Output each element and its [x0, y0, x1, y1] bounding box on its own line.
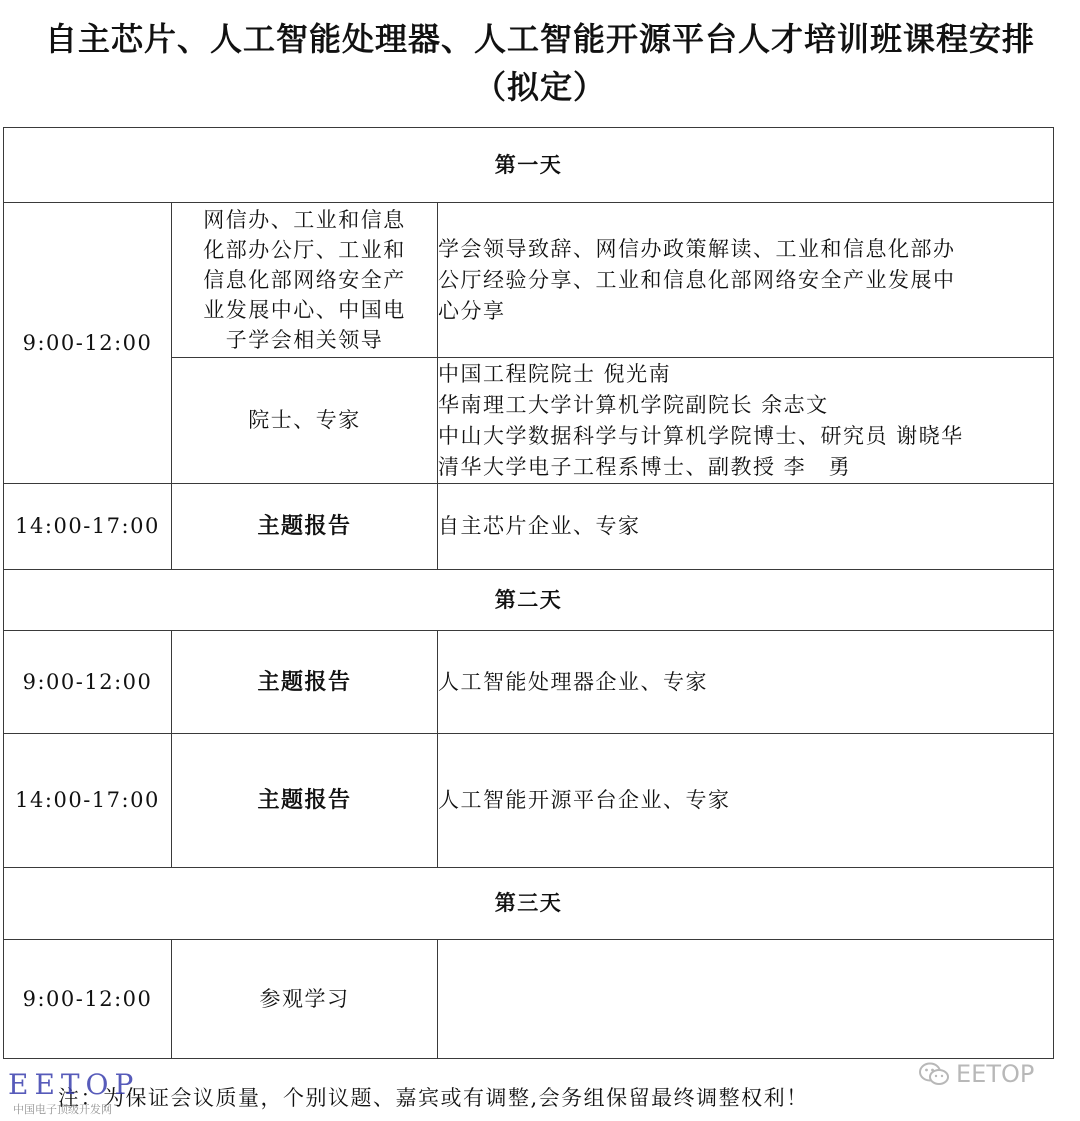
day-label: 第二天 [4, 570, 1054, 631]
footnote: 注：为保证会议质量，个别议题、嘉宾或有调整,会务组保留最终调整权利！ [58, 1086, 809, 1110]
table-row [4, 734, 1054, 868]
session-time: 9:00-12:00 [4, 631, 172, 734]
table-row [4, 484, 1054, 570]
session-content [438, 203, 1054, 358]
session-speaker [172, 203, 438, 358]
eetop-watermark-right-text: EETOP [956, 1060, 1035, 1088]
content-line: 清华大学电子工程系博士、副教授 李 勇 [438, 454, 852, 479]
eetop-watermark-right [918, 1060, 1034, 1088]
speaker-line: 信息化部网络安全产 [203, 268, 406, 292]
session-speaker: 参观学习 [172, 940, 438, 1059]
session-content: 人工智能处理器企业、专家 [438, 631, 1054, 734]
table-row [4, 940, 1054, 1059]
speaker-line: 网信办、工业和信息 [203, 208, 406, 232]
session-time: 14:00-17:00 [4, 484, 172, 570]
day-header-row [4, 868, 1054, 940]
day-header-row [4, 128, 1054, 203]
content-line: 中国工程院院士 倪光南 [438, 361, 672, 386]
schedule-table [3, 127, 1054, 1059]
day-label: 第一天 [4, 128, 1054, 203]
table-row [4, 631, 1054, 734]
session-time: 9:00-12:00 [4, 203, 172, 484]
session-speaker: 主题报告 [172, 484, 438, 570]
session-speaker: 主题报告 [172, 631, 438, 734]
day-header-row [4, 570, 1054, 631]
content-line: 华南理工大学计算机学院副院长 余志文 [438, 392, 829, 417]
session-time: 9:00-12:00 [4, 940, 172, 1059]
table-row [4, 203, 1054, 358]
session-time: 14:00-17:00 [4, 734, 172, 868]
content-line: 学会领导致辞、网信办政策解读、工业和信息化部办 [438, 236, 956, 261]
content-line: 公厅经验分享、工业和信息化部网络安全产业发展中 [438, 267, 956, 292]
content-line: 心分享 [438, 298, 506, 323]
eetop-watermark-subtitle: 中国电子顶级开发网 [13, 1103, 112, 1116]
content-line: 中山大学数据科学与计算机学院博士、研究员 谢晓华 [438, 423, 964, 448]
session-speaker: 主题报告 [172, 734, 438, 868]
session-speaker: 院士、专家 [172, 358, 438, 484]
day-label: 第三天 [4, 868, 1054, 940]
wechat-icon [918, 1061, 950, 1087]
session-content: 人工智能开源平台企业、专家 [438, 734, 1054, 868]
session-content [438, 358, 1054, 484]
eetop-watermark-left: EETOP [8, 1068, 140, 1101]
page-subtitle: （拟定） [473, 68, 606, 106]
speaker-line: 子学会相关领导 [225, 328, 384, 352]
speaker-line: 业发展中心、中国电 [203, 298, 406, 322]
session-content-empty [438, 940, 1054, 1059]
page-title: 自主芯片、人工智能处理器、人工智能开源平台人才培训班课程安排 [44, 20, 1035, 58]
speaker-line: 化部办公厅、工业和 [203, 238, 406, 262]
session-content: 自主芯片企业、专家 [438, 484, 1054, 570]
